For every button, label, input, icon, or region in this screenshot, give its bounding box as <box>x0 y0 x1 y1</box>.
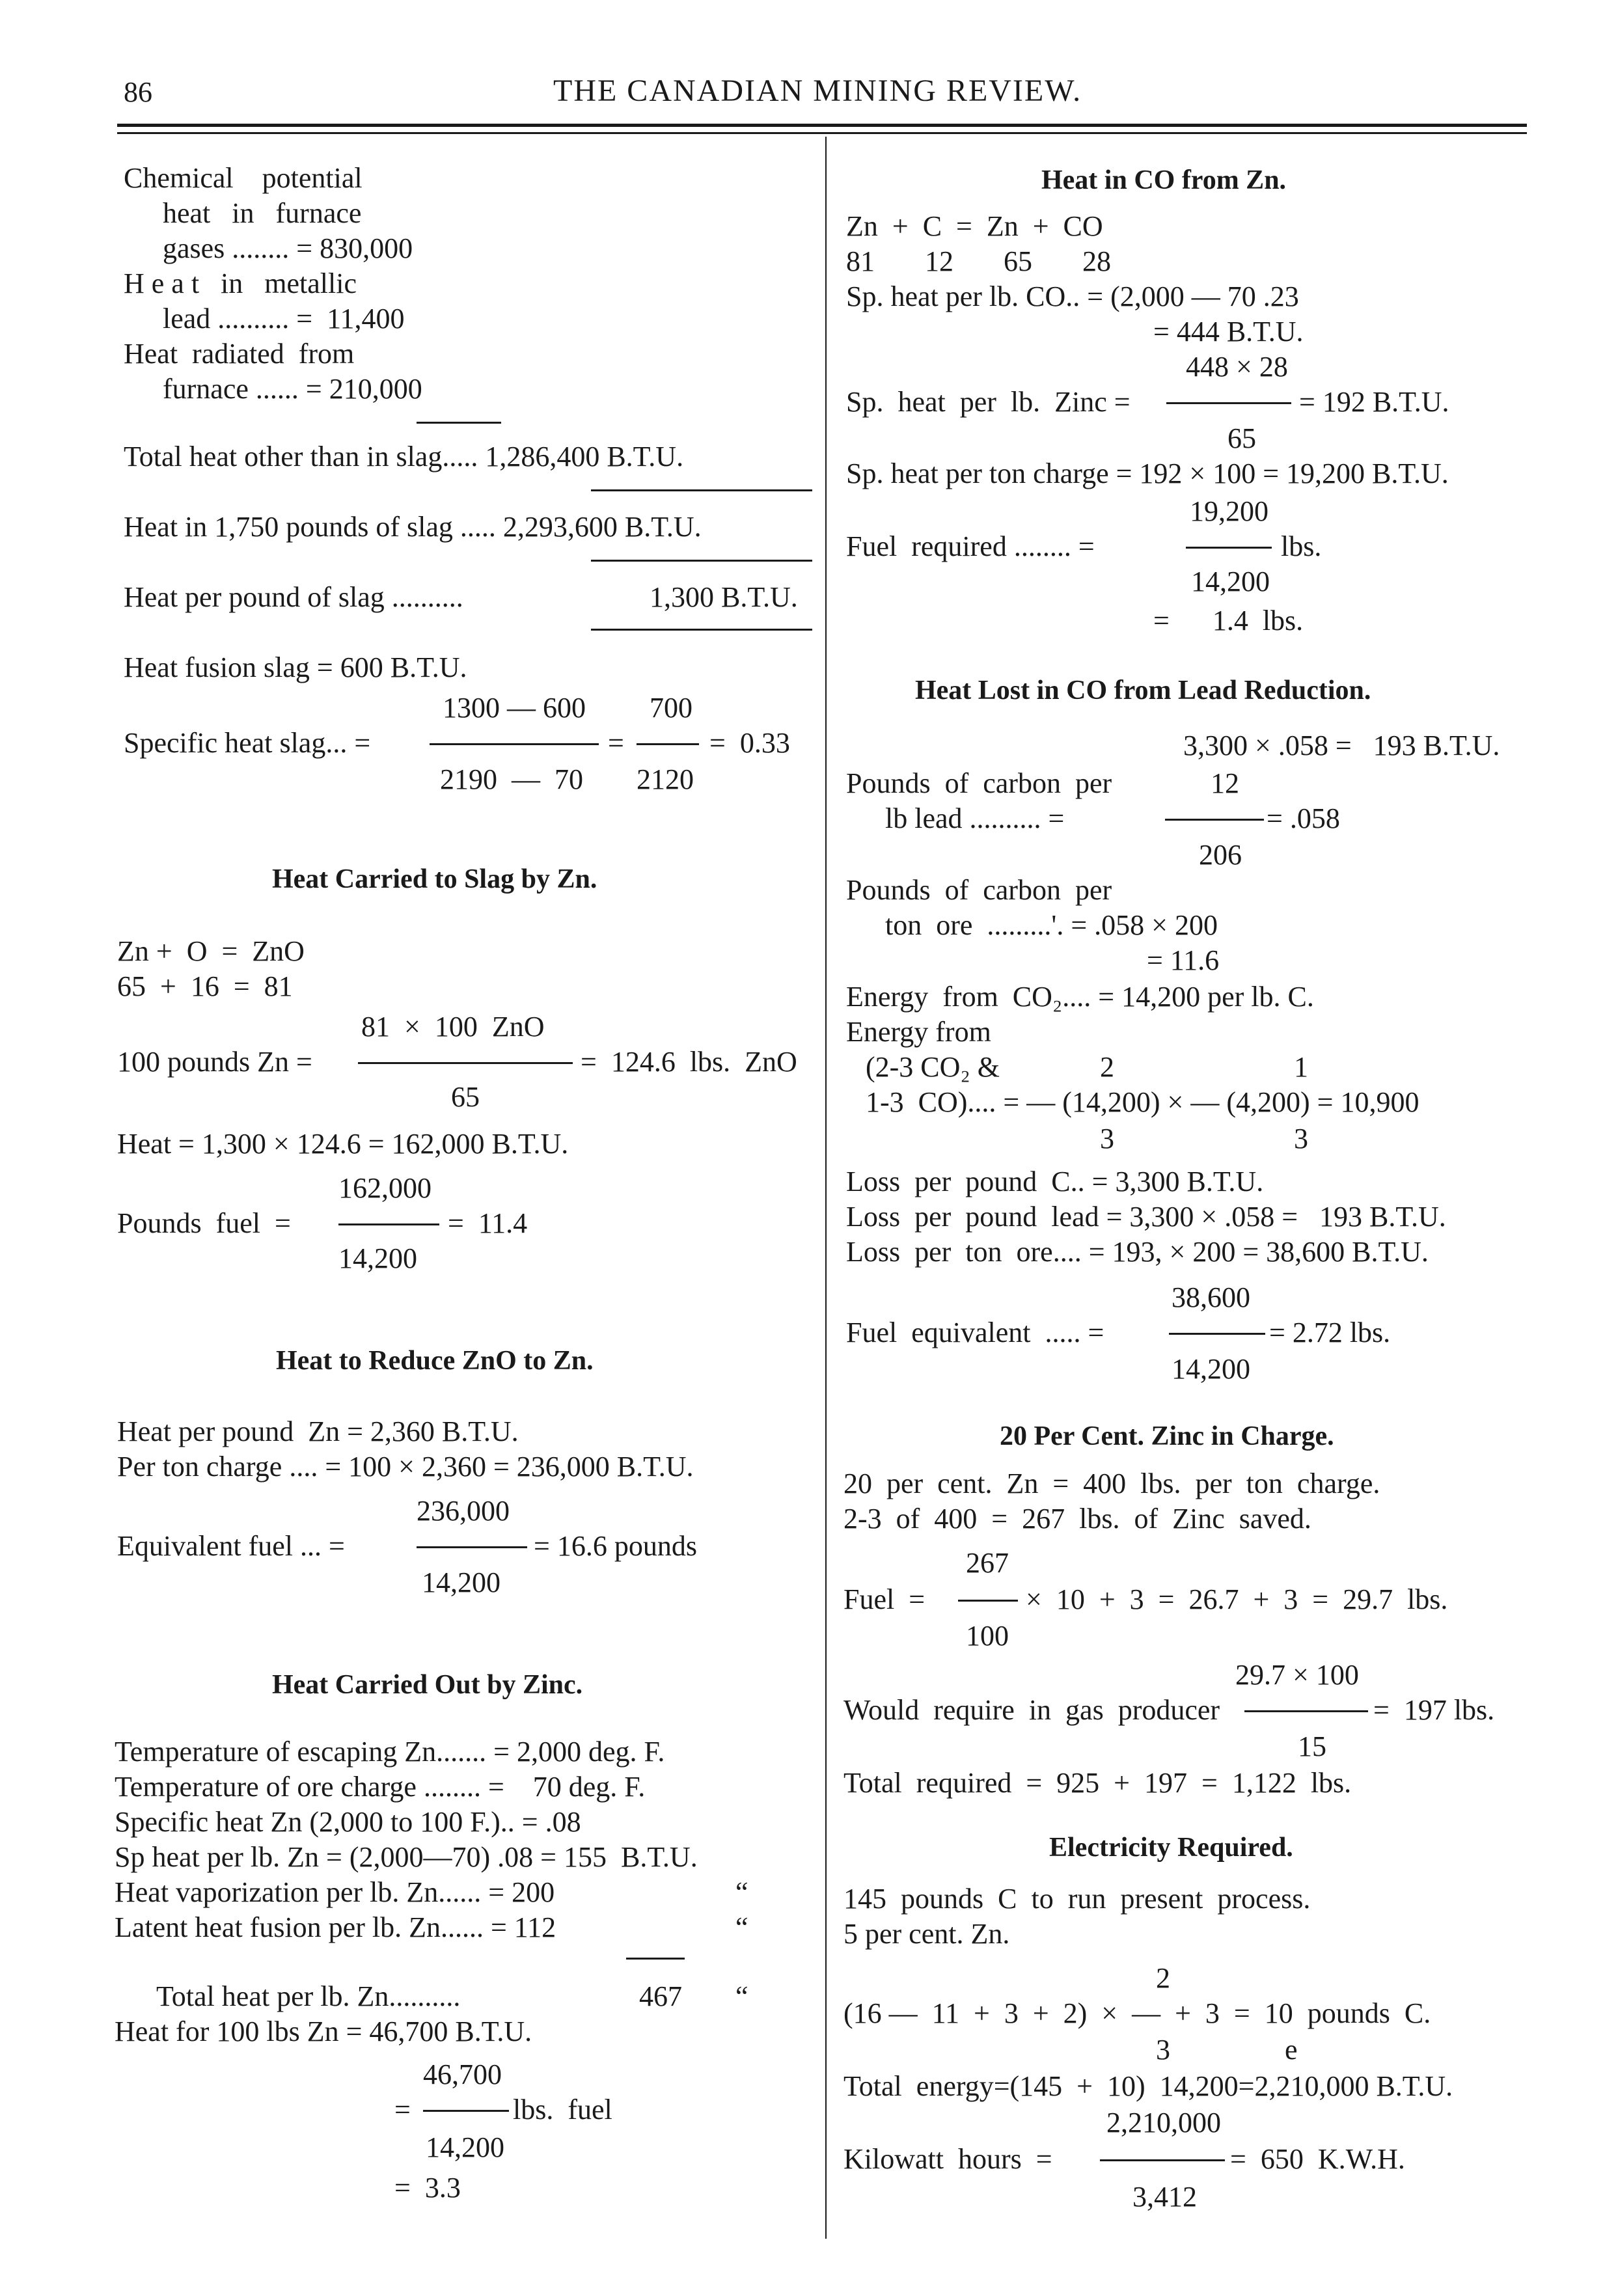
heat-line: Loss per pound C.. = 3,300 B.T.U. <box>846 1166 1264 1197</box>
fraction-numerator: 12 <box>1211 767 1239 799</box>
fraction-bar <box>423 2110 509 2112</box>
fraction-denominator: 2120 <box>637 763 694 795</box>
heat-line: Specific heat Zn (2,000 to 100 F.).. = .08 <box>115 1806 581 1838</box>
specific-heat-slag-label: Specific heat slag... = <box>124 727 371 759</box>
fraction-bar <box>338 1223 439 1225</box>
sum-rule <box>591 489 812 491</box>
fraction-denominator: 14,200 <box>422 1566 500 1598</box>
sum-rule <box>591 560 812 562</box>
equation-label: Pounds fuel = <box>117 1207 291 1239</box>
equation: Zn + C = Zn + CO <box>846 210 1103 242</box>
section-heading: 20 Per Cent. Zinc in Charge. <box>1000 1421 1334 1451</box>
heat-item: heat in furnace <box>163 197 362 229</box>
heat-fusion-slag: Heat fusion slag = 600 B.T.U. <box>124 651 467 683</box>
equation: (16 — 11 + 3 + 2) × — + 3 = 10 pounds C. <box>843 1997 1431 2029</box>
equation-label: Fuel equivalent ..... = <box>846 1317 1104 1348</box>
fraction-numerator: 29.7 × 100 <box>1235 1659 1359 1691</box>
journal-title: THE CANADIAN MINING REVIEW. <box>553 74 1082 108</box>
section-heading: Heat Lost in CO from Lead Reduction. <box>915 676 1371 705</box>
heat-line: = 444 B.T.U. <box>1153 316 1304 348</box>
total-heat-value: 467 <box>639 1980 682 2012</box>
equation: 81 12 65 28 <box>846 245 1111 277</box>
page-number: 86 <box>124 76 152 108</box>
heat-line: Loss per ton ore.... = 193, × 200 = 38,600 B.T.U. <box>846 1236 1429 1268</box>
fraction-numerator: 236,000 <box>417 1495 510 1527</box>
heat-line: Heat = 1,300 × 124.6 = 162,000 B.T.U. <box>117 1128 569 1160</box>
fraction-bar <box>1165 819 1264 821</box>
fraction-denominator: 15 <box>1298 1730 1326 1762</box>
heat-line: Temperature of ore charge ........ = 70 deg. F. <box>115 1771 646 1803</box>
heat-item: lead .......... = 11,400 <box>163 303 405 335</box>
heat-item: H e a t in metallic <box>124 267 357 299</box>
equation-label: Pounds of carbon per <box>846 874 1112 906</box>
equation-label: Fuel required ........ = <box>846 530 1095 562</box>
section-heading: Heat to Reduce ZnO to Zn. <box>276 1346 594 1376</box>
heat-line: 1-3 CO).... = — (14,200) × — (4,200) = 10,900 <box>866 1086 1419 1118</box>
fraction-denominator: 14,200 <box>1172 1353 1250 1385</box>
ditto-mark: “ <box>735 1980 748 2012</box>
fraction-denominator: 3 <box>1100 1123 1114 1155</box>
sum-rule <box>626 1958 685 1960</box>
fraction-numerator: 46,700 <box>423 2058 502 2090</box>
heat-line: Energy from <box>846 1016 991 1048</box>
equation-label: (2-3 CO₂ & <box>866 1051 1000 1083</box>
equation-label: Sp. heat per lb. Zinc = <box>846 386 1131 418</box>
equation-result: lbs. fuel <box>513 2094 612 2125</box>
equation-result: = 3.3 <box>394 2172 461 2204</box>
equation-label: Kilowatt hours = <box>843 2143 1052 2175</box>
heat-line: 5 per cent. Zn. <box>843 1918 1010 1950</box>
equation: 65 + 16 = 81 <box>117 970 293 1002</box>
heat-item: Heat radiated from <box>124 338 355 370</box>
equation-result: = 192 B.T.U. <box>1299 386 1449 418</box>
equation: Zn + O = ZnO <box>117 935 305 967</box>
heat-line: Heat per pound Zn = 2,360 B.T.U. <box>117 1415 519 1447</box>
slag-heat-line: Heat in 1,750 pounds of slag ..... 2,293,600 B.T.U. <box>124 511 702 543</box>
header-rule-bottom <box>117 132 1527 134</box>
fraction-bar <box>1244 1710 1368 1712</box>
fraction-denominator: 65 <box>1227 422 1256 454</box>
section-heading: Heat in CO from Zn. <box>1041 165 1287 195</box>
fraction-bar <box>417 1546 527 1548</box>
fraction-numerator: 1300 — 600 <box>443 692 586 724</box>
equation-result: = 1.4 lbs. <box>1153 605 1304 636</box>
heat-line: Total energy=(145 + 10) 14,200=2,210,000 B.T.U. <box>843 2070 1453 2102</box>
fraction-denominator: 14,200 <box>338 1242 417 1274</box>
section-heading: Heat Carried Out by Zinc. <box>272 1670 583 1700</box>
equals-sign: = <box>394 2094 411 2125</box>
equals-sign: = <box>608 727 624 759</box>
equation-result: = 11.6 <box>1147 944 1220 976</box>
heat-line: Sp. heat per lb. CO.. = (2,000 — 70 .23 <box>846 280 1299 312</box>
heat-line: Sp. heat per ton charge = 192 × 100 = 19,200 B.T.U. <box>846 458 1449 489</box>
fraction-numerator: 2,210,000 <box>1106 2107 1221 2139</box>
fraction-bar <box>1166 402 1291 404</box>
fraction-bar <box>358 1062 573 1064</box>
ditto-mark: “ <box>735 1911 748 1943</box>
equation-label: lb lead .......... = <box>885 802 1065 834</box>
heat-item: gases ........ = 830,000 <box>163 232 413 264</box>
fraction-bar <box>1186 547 1272 549</box>
fraction-bar <box>958 1600 1018 1602</box>
fraction-bar <box>1100 2159 1225 2161</box>
equation-result: = 124.6 lbs. ZnO <box>581 1046 797 1078</box>
fraction-denominator: 14,200 <box>1191 566 1270 597</box>
fraction-bar <box>1169 1333 1265 1335</box>
equation-result: = 2.72 lbs. <box>1269 1317 1391 1348</box>
equation-result: lbs. <box>1281 530 1322 562</box>
heat-item: Chemical potential <box>124 162 363 194</box>
heat-line: 145 pounds C to run present process. <box>843 1883 1311 1915</box>
heat-item: furnace ...... = 210,000 <box>163 373 422 405</box>
fraction-denominator: 3 <box>1156 2034 1170 2066</box>
fraction-numerator: 2 <box>1100 1051 1114 1083</box>
specific-heat-slag-result: = 0.33 <box>709 727 790 759</box>
ditto-mark: “ <box>735 1876 748 1908</box>
equation-result: = 16.6 pounds <box>534 1530 697 1562</box>
equation-label: 100 pounds Zn = <box>117 1046 312 1078</box>
equation-label: Fuel = <box>843 1583 926 1615</box>
heat-per-pound-slag-value: 1,300 B.T.U. <box>650 581 798 613</box>
fraction-numerator: 267 <box>966 1547 1009 1579</box>
fraction-numerator: 2 <box>1156 1962 1170 1994</box>
stray-letter: e <box>1285 2034 1298 2066</box>
equation-result: = 650 K.W.H. <box>1230 2143 1405 2175</box>
fraction-numerator: 1 <box>1294 1051 1308 1083</box>
fraction-denominator: 65 <box>451 1081 480 1113</box>
heat-line: Temperature of escaping Zn....... = 2,000 deg. F. <box>115 1736 665 1768</box>
fraction-numerator: 700 <box>650 692 692 724</box>
heat-line: Sp heat per lb. Zn = (2,000—70) .08 = 155 B.T.U. <box>115 1841 698 1873</box>
equation-label: Pounds of carbon per <box>846 767 1112 799</box>
fraction-numerator: 19,200 <box>1190 495 1268 527</box>
heat-line: 20 per cent. Zn = 400 lbs. per ton charge. <box>843 1468 1380 1499</box>
column-divider <box>825 137 827 2239</box>
total-heat-line: Total heat per lb. Zn.......... <box>156 1980 461 2012</box>
heat-line: 2-3 of 400 = 267 lbs. of Zinc saved. <box>843 1503 1311 1535</box>
equation-result: = .058 <box>1267 802 1340 834</box>
fraction-numerator: 38,600 <box>1172 1281 1250 1313</box>
fraction-denominator: 14,200 <box>426 2131 504 2163</box>
fraction-bar <box>430 743 599 745</box>
heat-line: Per ton charge .... = 100 × 2,360 = 236,000 B.T.U. <box>117 1451 694 1483</box>
header-rule-top <box>117 124 1527 127</box>
fraction-denominator: 206 <box>1199 839 1242 871</box>
fraction-numerator: 448 × 28 <box>1186 351 1288 383</box>
sum-rule <box>591 629 812 631</box>
heat-line: Heat vaporization per lb. Zn...... = 200 <box>115 1876 555 1908</box>
equation-label: ton ore .........'. = .058 × 200 <box>885 909 1218 941</box>
fraction-numerator: 81 × 100 ZnO <box>361 1011 545 1043</box>
heat-line: Energy from CO₂.... = 14,200 per lb. C. <box>846 981 1314 1013</box>
heat-per-pound-slag: Heat per pound of slag .......... <box>124 581 463 613</box>
section-heading: Heat Carried to Slag by Zn. <box>272 864 597 894</box>
equation-result: = 197 lbs. <box>1373 1694 1495 1726</box>
heat-line: Loss per pound lead = 3,300 × .058 = 193 B.T.U. <box>846 1201 1446 1233</box>
fraction-bar <box>637 743 699 745</box>
fraction-denominator: 2190 — 70 <box>440 763 583 795</box>
heat-line: Total required = 925 + 197 = 1,122 lbs. <box>843 1767 1352 1799</box>
total-heat-line: Total heat other than in slag..... 1,286,400 B.T.U. <box>124 441 684 472</box>
equation-result: = 11.4 <box>448 1207 528 1239</box>
sum-rule <box>417 422 501 424</box>
equation-result: × 10 + 3 = 26.7 + 3 = 29.7 lbs. <box>1026 1583 1448 1615</box>
fraction-numerator: 162,000 <box>338 1172 432 1204</box>
equation-label: Equivalent fuel ... = <box>117 1530 345 1562</box>
fraction-denominator: 100 <box>966 1620 1009 1652</box>
fraction-denominator: 3 <box>1294 1123 1308 1155</box>
fraction-denominator: 3,412 <box>1132 2181 1197 2213</box>
heat-line: Heat for 100 lbs Zn = 46,700 B.T.U. <box>115 2016 532 2047</box>
section-heading: Electricity Required. <box>1049 1833 1293 1863</box>
heat-line: 3,300 × .058 = 193 B.T.U. <box>1183 730 1500 761</box>
heat-line: Latent heat fusion per lb. Zn...... = 112 <box>115 1911 556 1943</box>
equation-label: Would require in gas producer <box>843 1694 1220 1726</box>
